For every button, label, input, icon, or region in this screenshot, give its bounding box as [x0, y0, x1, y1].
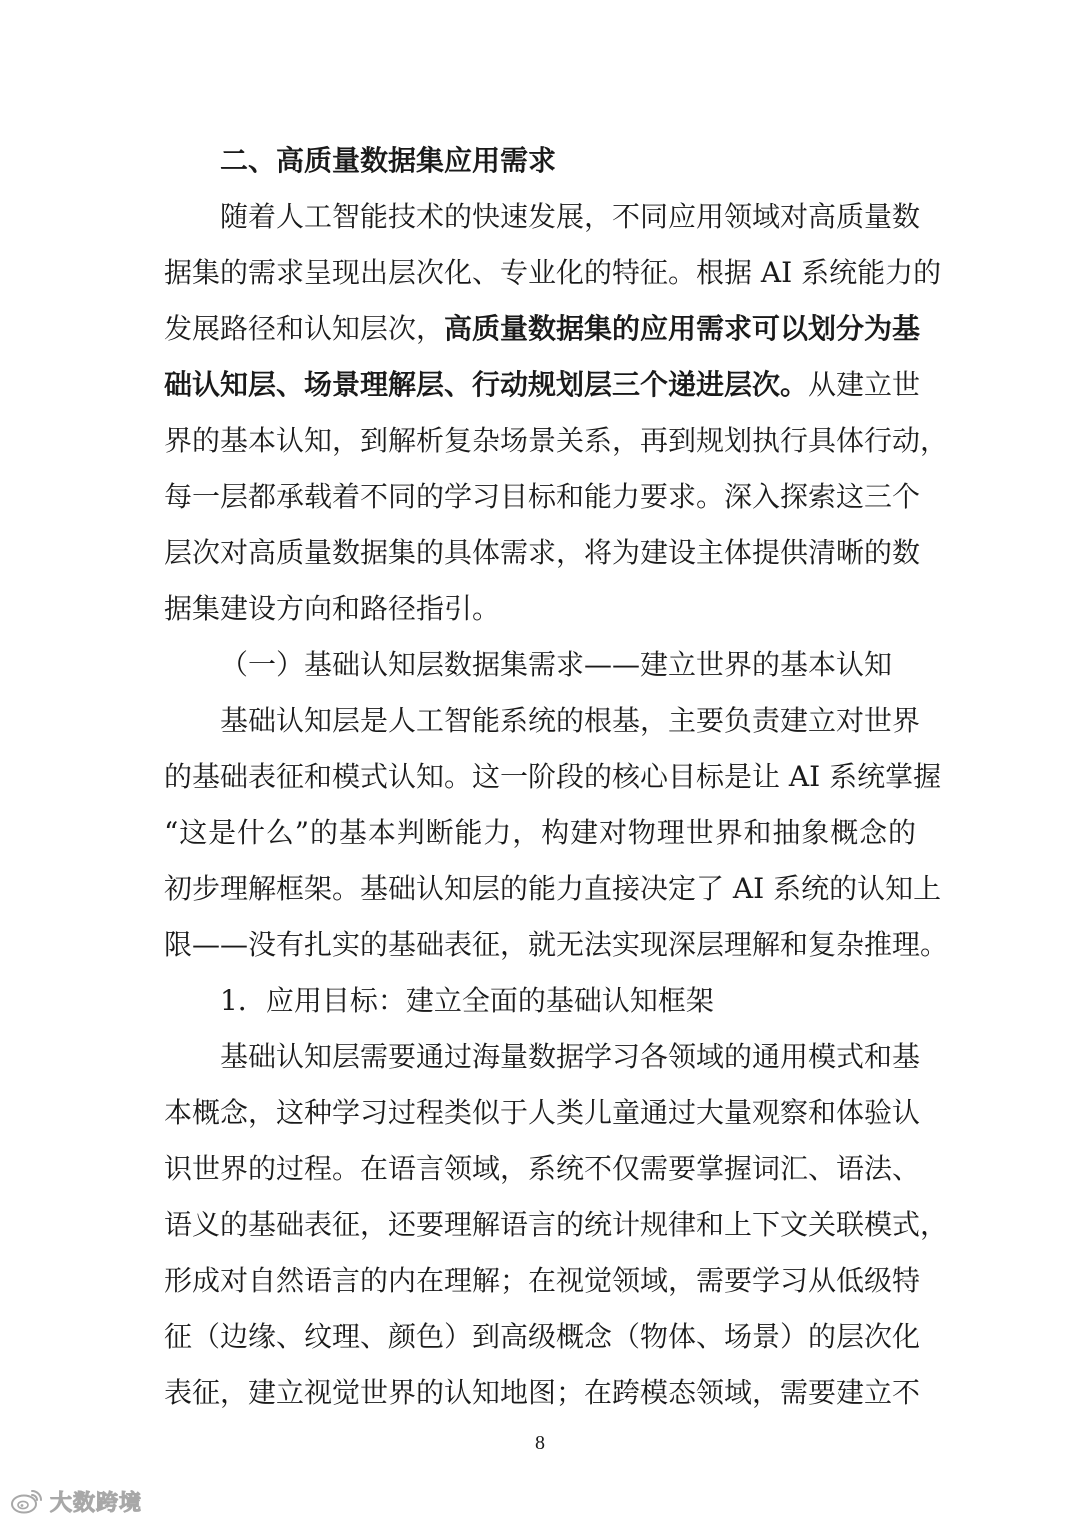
weibo-logo-icon — [10, 1487, 44, 1515]
paragraph-3-line-2: 本概念，这种学习过程类似于人类儿童通过大量观察和体验认 — [164, 1096, 921, 1129]
paragraph-1-line-4 — [164, 360, 921, 410]
page-number: 8 — [535, 1432, 545, 1454]
paragraph-1-line-5: 界的基本认知，到解析复杂场景关系，再到规划执行具体行动， — [164, 424, 949, 457]
paragraph-2-line-3: “这是什么”的基本判断能力，构建对物理世界和抽象概念的 — [164, 816, 916, 849]
paragraph-1-line-3 — [164, 304, 921, 354]
paragraph-3-line-4: 语义的基础表征，还要理解语言的统计规律和上下文关联模式， — [164, 1208, 949, 1241]
subheading-1: （一）基础认知层数据集需求——建立世界的基本认知 — [220, 648, 893, 681]
paragraph-1-line-1: 随着人工智能技术的快速发展，不同应用领域对高质量数 — [220, 200, 921, 233]
paragraph-3-line-7: 表征，建立视觉世界的认知地图；在跨模态领域，需要建立不 — [164, 1376, 921, 1409]
paragraph-1-line-3-normal: 发展路径和认知层次， — [164, 312, 445, 345]
paragraph-1-line-8: 据集建设方向和路径指引。 — [164, 592, 501, 625]
paragraph-3-line-3: 识世界的过程。在语言领域，系统不仅需要掌握词汇、语法、 — [164, 1152, 921, 1185]
paragraph-2-line-4: 初步理解框架。基础认知层的能力直接决定了 AI 系统的认知上 — [164, 872, 942, 905]
paragraph-1-line-2: 据集的需求呈现出层次化、专业化的特征。根据 AI 系统能力的 — [164, 256, 942, 289]
watermark — [10, 1486, 142, 1516]
paragraph-1-line-4-bold: 础认知层、场景理解层、行动规划层三个递进层次。 — [164, 368, 809, 401]
paragraph-1-line-6: 每一层都承载着不同的学习目标和能力要求。深入探索这三个 — [164, 480, 921, 513]
section-heading: 二、高质量数据集应用需求 — [220, 144, 557, 177]
watermark-text: 大数跨境 — [50, 1490, 143, 1516]
item-1-heading: 1．应用目标：建立全面的基础认知框架 — [220, 984, 714, 1017]
paragraph-3-line-5: 形成对自然语言的内在理解；在视觉领域，需要学习从低级特 — [164, 1264, 921, 1297]
paragraph-3-line-1: 基础认知层需要通过海量数据学习各领域的通用模式和基 — [220, 1040, 921, 1073]
paragraph-2-line-2: 的基础表征和模式认知。这一阶段的核心目标是让 AI 系统掌握 — [164, 760, 942, 793]
paragraph-3-line-6: 征（边缘、纹理、颜色）到高级概念（物体、场景）的层次化 — [164, 1320, 921, 1353]
paragraph-1-line-3-bold: 高质量数据集的应用需求可以划分为基 — [444, 312, 921, 345]
paragraph-2-line-1: 基础认知层是人工智能系统的根基，主要负责建立对世界 — [220, 704, 921, 737]
paragraph-1-line-4-normal: 从建立世 — [808, 368, 921, 401]
paragraph-1-line-7: 层次对高质量数据集的具体需求，将为建设主体提供清晰的数 — [164, 536, 921, 569]
paragraph-2-line-5: 限——没有扎实的基础表征，就无法实现深层理解和复杂推理。 — [164, 928, 949, 961]
